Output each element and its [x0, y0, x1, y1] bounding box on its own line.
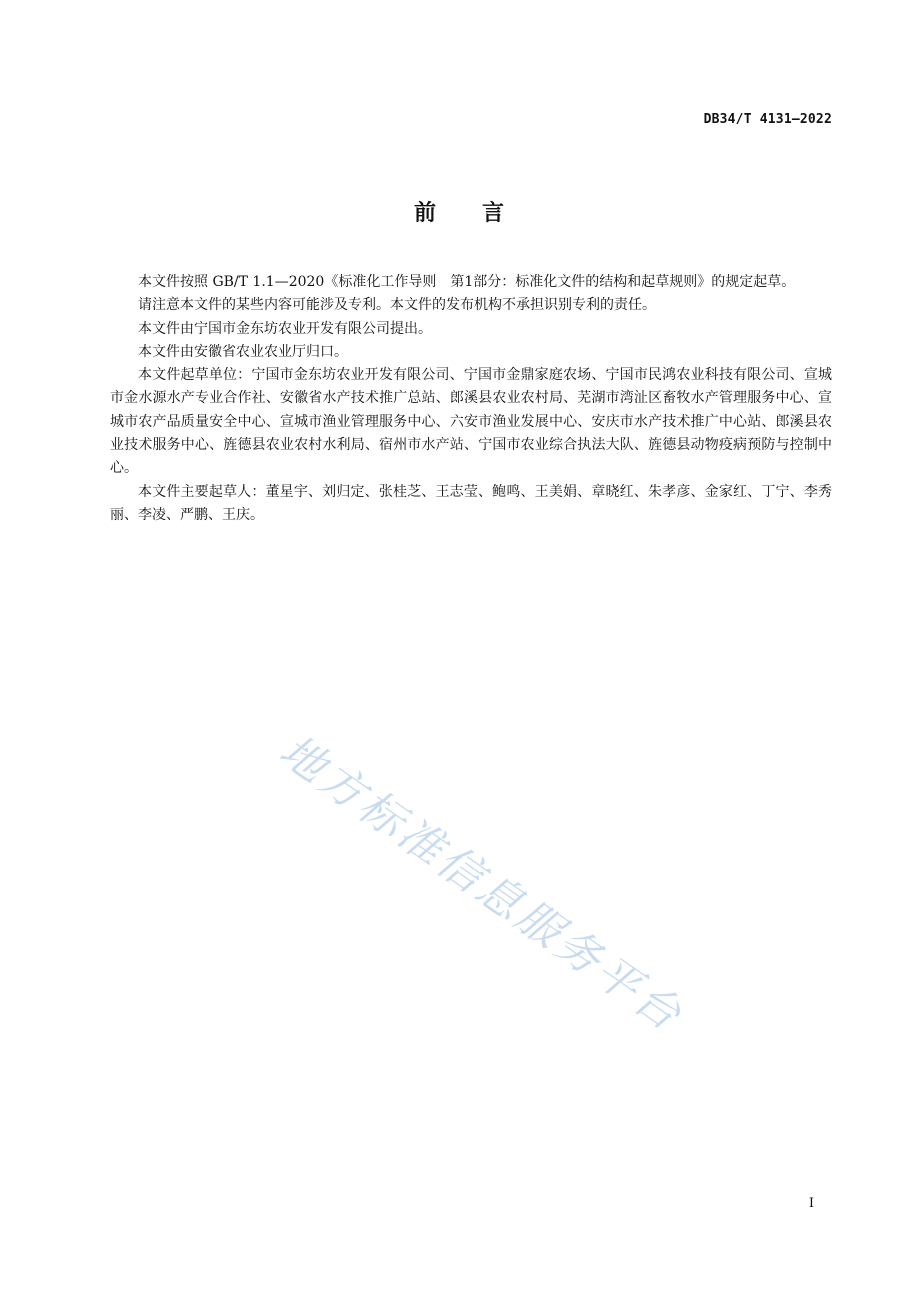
- page-title-part-2: 言: [482, 201, 507, 226]
- watermark: 地方标准信息服务平台: [270, 725, 693, 1043]
- paragraph-drafters: 本文件主要起草人：董星宇、刘归定、张桂芝、王志莹、鲍鸣、王美娟、章晓红、朱孝彦、金家红、丁宁、李秀丽、李凌、严鹏、王庆。: [110, 483, 832, 523]
- paragraph-administrator: 本文件由安徽省农业农业厅归口。: [138, 343, 348, 360]
- page-number: I: [808, 1196, 814, 1211]
- preface-body: [110, 271, 832, 527]
- page-title: [0, 196, 920, 227]
- paragraph-drafting-rules: 本文件按照 GB/T 1.1—2020《标准化工作导则 第1部分：标准化文件的结构和起草规则》的规定起草。: [138, 274, 796, 290]
- paragraph-drafting-units: 本文件起草单位：宁国市金东坊农业开发有限公司、宁国市金鼎家庭农场、宁国市民鸿农业科技有限公司、宣城市金水源水产专业合作社、安徽省水产技术推广总站、郎溪县农业农村局、芜湖市湾沚区畜牧水产管理服务中心、宣城市农产品质量安全中心、宣城市渔业管理服务中心、六安市渔业发展中心、安庆市水产技术推广中心站、郎溪县农业技术服务中心、旌德县农业农村水利局、宿州市水产站、宁国市农业综合执法大队、旌德县动物疫病预防与控制中心。: [110, 367, 832, 477]
- paragraph-patent-notice: 请注意本文件的某些内容可能涉及专利。本文件的发布机构不承担识别专利的责任。: [138, 297, 656, 314]
- paragraph-proposer: 本文件由宁国市金东坊农业开发有限公司提出。: [138, 320, 432, 337]
- page-title-part-1: 前: [413, 201, 438, 226]
- standard-code: DB34/T 4131—2022: [703, 112, 832, 127]
